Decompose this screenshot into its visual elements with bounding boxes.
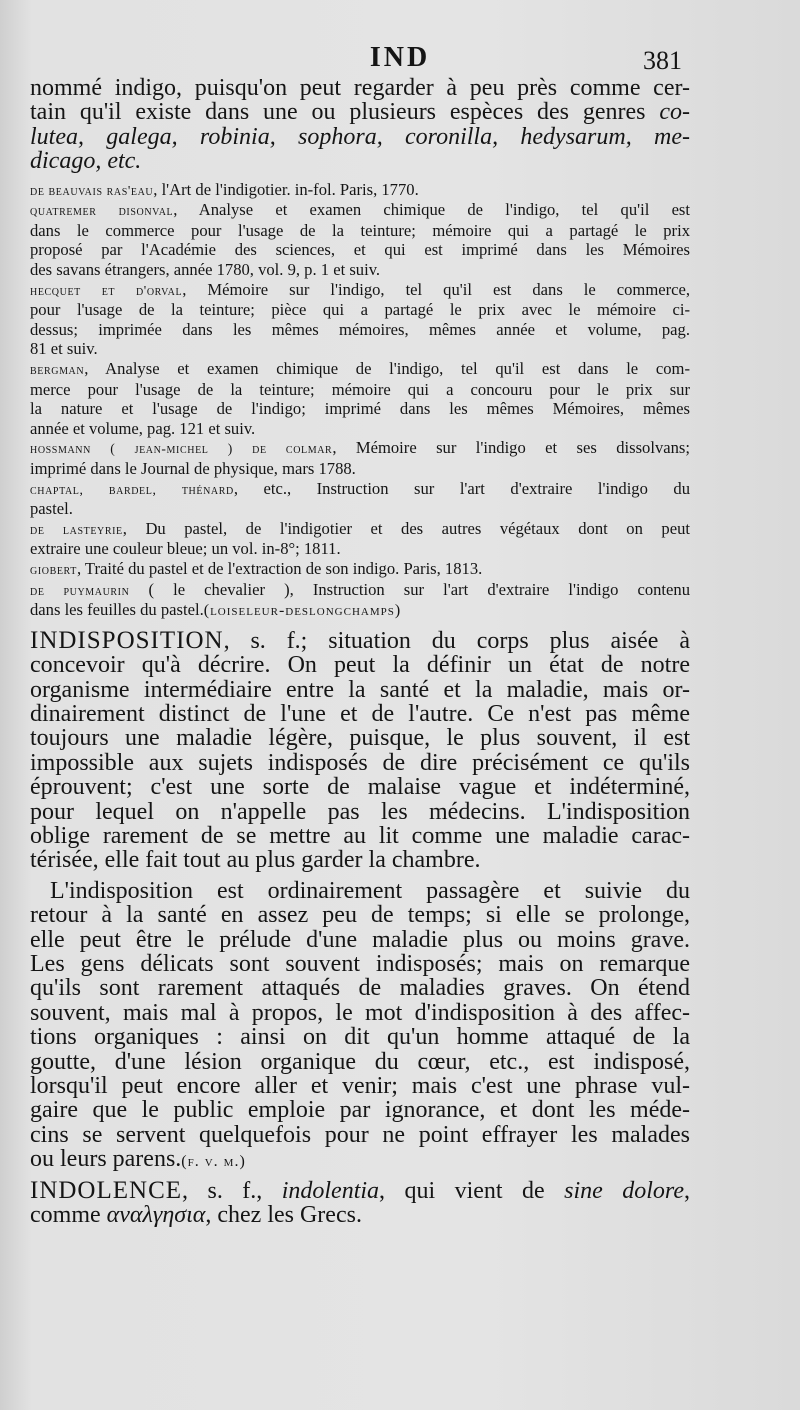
- text-line: elle peut être le prélude d'une maladie plus ou moins grave.: [30, 926, 690, 953]
- text-line: lorsqu'il peut encore aller et venir; mais c'est une phrase vul-: [30, 1073, 690, 1099]
- text-line: la nature et l'usage de l'indigo; imprimé dans les mêmes Mémoires, mêmes: [30, 399, 690, 419]
- text-line: proposé par l'Académie des sciences, et qui est imprimé dans les Mémoires: [30, 240, 690, 260]
- text-line: pastel.: [30, 499, 73, 519]
- text-run: , s. f.,: [182, 1177, 282, 1204]
- text-line: L'indisposition est ordinairement passagère et suivie du: [50, 877, 690, 904]
- author-name: de lasteyrie: [30, 521, 123, 537]
- text-run: ( jean-michel ) de: [90, 441, 286, 457]
- text-line: [30, 559, 690, 580]
- intro-paragraph: [30, 76, 690, 174]
- text-line: cins se servent quelquefois pour ne point effrayer les malades: [30, 1121, 690, 1148]
- bibliography-entry: [30, 479, 690, 519]
- text-run: , s. f.; situation du corps plus aisée à: [223, 627, 690, 654]
- bibliography: [30, 180, 690, 621]
- headword: INDISPOSITION: [30, 626, 224, 654]
- article-indolence: [30, 1176, 690, 1229]
- bibliography-entry: [30, 580, 690, 621]
- text-run: dans les feuilles du pastel.: [30, 600, 204, 620]
- author-name: giobert: [30, 561, 77, 577]
- text-line: pour lequel on n'appelle pas les médecins. L'indisposition: [30, 798, 690, 825]
- text-line: année et volume, pag. 121 et suiv.: [30, 418, 256, 438]
- text-run: , Analyse et examen chimique de l'indigo, tel qu'il est dans le com-: [84, 358, 690, 378]
- text-run: tain qu'il existe dans une ou plusieurs espèces des genres: [30, 99, 660, 126]
- text-run: , Traité du pastel et de l'extraction de son indigo. Paris, 1813.: [76, 558, 483, 578]
- text-run: , l'Art de l'indigotier. in-fol. Paris, 1770.: [153, 179, 419, 199]
- text-line: pour l'usage de la teinture; pièce qui a partagé le prix avec le mémoire ci-: [30, 300, 690, 320]
- text-run: , etc., Instruction sur l'art d'extraire l'indigo du: [233, 478, 690, 498]
- text-run: ,: [684, 1177, 690, 1204]
- author-name: hecquet et d'orval: [30, 282, 183, 298]
- text-line: imprimé dans le Journal de physique, mars 1788.: [30, 458, 356, 478]
- text-run: co-: [659, 99, 690, 126]
- bibliography-entry: [30, 519, 690, 559]
- text-line: des savans étrangers, année 1780, vol. 9, p. 1 et suiv.: [30, 260, 381, 279]
- intro-line: dicago, etc.: [30, 148, 142, 175]
- text-line: Les gens délicats sont souvent indisposés; mais on remarque: [30, 950, 690, 977]
- text-line: dessus; imprimée dans les mêmes mémoires, mêmes année et volume, pag.: [30, 319, 690, 339]
- bibliography-entry: [30, 280, 690, 359]
- author-name: chaptal, bardel, thénard: [30, 481, 234, 497]
- text-line: dans le commerce pour l'usage de la teinture; mémoire qui a partagé le prix: [30, 220, 690, 240]
- text-run: , Analyse et examen chimique de l'indigo, tel qu'il est: [173, 200, 690, 220]
- author-signature: (loiseleur-deslongchamps): [203, 602, 402, 620]
- bibliography-entry: [30, 200, 690, 279]
- text-line: [30, 626, 690, 654]
- text-run: , qui vient de: [379, 1177, 565, 1204]
- text-line: éprouvent; c'est une sorte de malaise vague et indéterminé,: [30, 774, 690, 801]
- text-line: [30, 580, 690, 601]
- intro-line: [30, 100, 690, 124]
- bibliography-entry: [30, 559, 690, 580]
- text-line: oblige rarement de se mettre au lit comme une maladie carac-: [30, 822, 690, 849]
- text-run: indolentia: [281, 1177, 380, 1204]
- text-line: toujours une maladie légère, puisque, le plus souvent, il est: [30, 725, 690, 752]
- text-column: [30, 76, 690, 1227]
- text-line: [30, 1176, 690, 1204]
- text-line: [30, 1147, 690, 1174]
- author-name: de beauvais ras'eau: [30, 182, 154, 198]
- text-line: [30, 1203, 690, 1227]
- text-line: [30, 519, 690, 540]
- text-run: ou leurs parens.: [30, 1146, 182, 1173]
- article-paragraph: [30, 879, 690, 1175]
- text-line: tions organiques : ainsi on dit qu'un homme attaqué de la: [30, 1024, 690, 1051]
- text-run: , chez les Grecs.: [205, 1202, 362, 1229]
- author-name: hossmann: [30, 441, 91, 457]
- text-line: [30, 359, 690, 380]
- text-line: [30, 180, 690, 201]
- text-line: goutte, d'une lésion organique du cœur, etc., est indisposé,: [30, 1048, 690, 1075]
- bibliography-entry: [30, 438, 690, 478]
- intro-line: nommé indigo, puisqu'on peut regarder à peu près comme cer-: [30, 75, 690, 101]
- text-line: organisme intermédiaire entre la santé et la maladie, mais or-: [30, 676, 690, 703]
- text-line: souvent, mais mal à propos, le mot d'indisposition à des affec-: [30, 999, 690, 1026]
- text-line: [30, 438, 690, 459]
- text-line: [30, 479, 690, 500]
- text-line: extraire une couleur bleue; un vol. in-8°; 1811.: [30, 539, 341, 559]
- author-place: colmar: [285, 441, 333, 457]
- bibliography-entry: [30, 180, 690, 201]
- intro-line: lutea, galega, robinia, sophora, coronilla, hedysarum, me-: [30, 123, 690, 150]
- page-number: 381: [643, 46, 682, 75]
- author-signature: (f. v. m.): [181, 1153, 246, 1171]
- text-run: sine dolore: [564, 1177, 684, 1204]
- author-name: quatremer disonval: [30, 203, 174, 219]
- text-line: dinairement distinct de l'une et de l'autre. Ce n'est pas même: [30, 700, 690, 727]
- text-line: gaire que le public emploie par ignorance, et dont les méde-: [30, 1097, 690, 1124]
- text-line: merce pour l'usage de la teinture; mémoire qui a concouru pour le prix sur: [30, 379, 690, 399]
- article-indisposition: [30, 626, 690, 1175]
- running-head: IND: [369, 42, 431, 73]
- text-line: impossible aux sujets indisposés de dire précisément ce qu'ils: [30, 749, 690, 776]
- text-run: , Du pastel, de l'indigotier et des autres végétaux dont on peut: [122, 518, 690, 538]
- text-run: comme: [30, 1202, 107, 1229]
- text-line: [30, 200, 690, 221]
- text-line: térisée, elle fait tout au plus garder la chambre.: [30, 847, 481, 874]
- text-line: retour à la santé en assez peu de temps; si elle se prolonge,: [30, 902, 690, 929]
- text-run: , Mémoire sur l'indigo et ses dissolvans;: [332, 438, 690, 458]
- author-name: bergman: [30, 361, 85, 377]
- headword: INDOLENCE: [30, 1176, 183, 1204]
- text-run: ( le chevalier ), Instruction sur l'art d'extraire l'indigo contenu: [129, 579, 690, 599]
- text-line: concevoir qu'à décrire. On peut la définir un état de notre: [30, 652, 690, 679]
- text-line: [30, 280, 690, 301]
- author-name: de puymaurin: [30, 582, 130, 598]
- text-line: qu'ils sont rarement attaqués de maladies graves. On étend: [30, 975, 690, 1002]
- bibliography-entry: [30, 359, 690, 438]
- page-header: [0, 42, 800, 76]
- text-run: αναλγησια: [106, 1202, 206, 1229]
- text-line: [30, 600, 690, 621]
- text-line: 81 et suiv.: [30, 339, 98, 359]
- text-run: , Mémoire sur l'indigo, tel qu'il est dans le commerce,: [182, 279, 690, 299]
